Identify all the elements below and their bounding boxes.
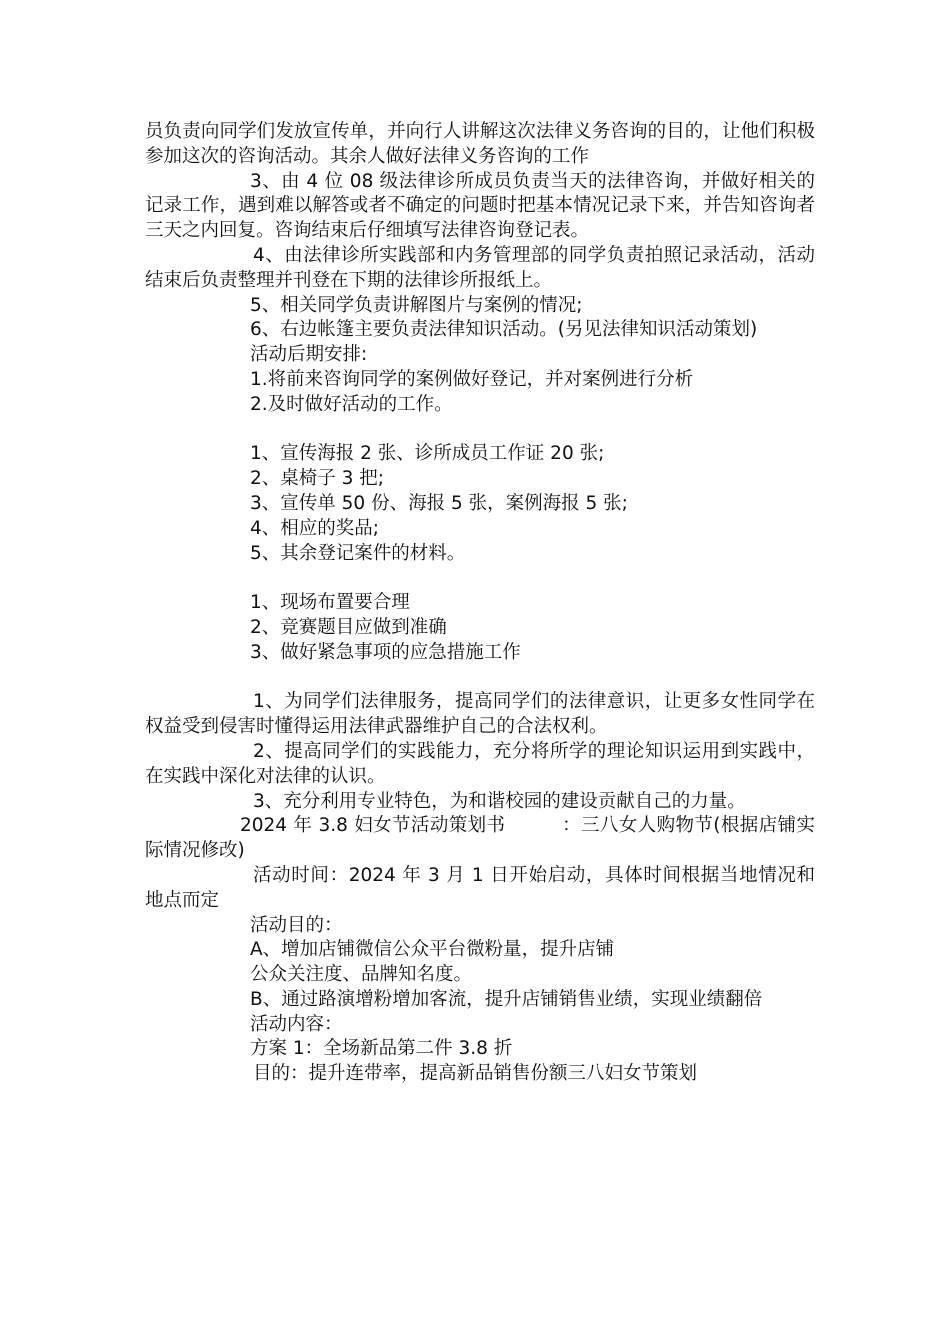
paragraph: 4、由法律诊所实践部和内务管理部的同学负责拍照记录活动，活动结束后负责整理并刊登在下期的法律诊所报纸上。 xyxy=(145,244,815,291)
list-item: 4、相应的奖品; xyxy=(250,517,380,539)
paragraph: 3、由 4 位 08 级法律诊所成员负责当天的法律咨询，并做好相关的记录工作，遇到难以解答或者不确定的问题时把基本情况记录下来，并告知咨询者三天之内回复。咨询结束后仔细填写法律咨询登记表。 xyxy=(145,170,815,242)
document-title: 2024 年 3.8 妇女节活动策划书 ：三八女人购物节(根据店铺实际情况修改) xyxy=(145,815,815,862)
paragraph: 目的：提升连带率，提高新品销售份额三八妇女节策划 xyxy=(253,1063,698,1085)
paragraph: 方案 1：全场新品第二件 3.8 折 xyxy=(250,1038,513,1060)
list-item: 3、宣传单 50 份、海报 5 张，案例海报 5 张; xyxy=(250,492,628,514)
list-item: 2、竞赛题目应做到准确 xyxy=(250,616,447,638)
paragraph: 活动后期安排: xyxy=(250,344,368,366)
paragraph: 公众关注度、品牌知名度。 xyxy=(250,964,473,986)
paragraph: 活动目的： xyxy=(250,914,343,936)
list-item: 2、桌椅子 3 把; xyxy=(250,468,385,490)
list-item: 1.将前来咨询同学的案例做好登记，并对案例进行分析 xyxy=(250,368,694,390)
paragraph: B、通过路演增粉增加客流，提升店铺销售业绩，实现业绩翻倍 xyxy=(250,988,763,1010)
document-page xyxy=(145,120,815,1087)
list-item: 5、其余登记案件的材料。 xyxy=(250,542,466,564)
paragraph: 6、右边帐篷主要负责法律知识活动。(另见法律知识活动策划) xyxy=(250,319,758,341)
paragraph: 2、提高同学们的实践能力，充分将所学的理论知识运用到实践中，在实践中深化对法律的认识。 xyxy=(145,740,815,787)
paragraph: A、增加店铺微信公众平台微粉量，提升店铺 xyxy=(250,939,615,961)
paragraph: 活动内容： xyxy=(250,1013,343,1035)
list-item: 2.及时做好活动的工作。 xyxy=(250,393,453,415)
paragraph: 1、为同学们法律服务，提高同学们的法律意识，让更多女性同学在权益受到侵害时懂得运用法律武器维护自己的合法权利。 xyxy=(145,691,815,738)
paragraph: 员负责向同学们发放宣传单，并向行人讲解这次法律义务咨询的目的，让他们积极参加这次的咨询活动。其余人做好法律义务咨询的工作 xyxy=(145,121,815,167)
list-item: 3、做好紧急事项的应急措施工作 xyxy=(250,641,521,663)
paragraph: 3、充分利用专业特色，为和谐校园的建设贡献自己的力量。 xyxy=(253,790,746,812)
list-item: 1、宣传海报 2 张、诊所成员工作证 20 张; xyxy=(250,443,605,465)
paragraph: 活动时间：2024 年 3 月 1 日开始启动，具体时间根据当地情况和地点而定 xyxy=(145,864,815,911)
paragraph: 5、相关同学负责讲解图片与案例的情况; xyxy=(250,294,583,316)
list-item: 1、现场布置要合理 xyxy=(250,592,410,614)
